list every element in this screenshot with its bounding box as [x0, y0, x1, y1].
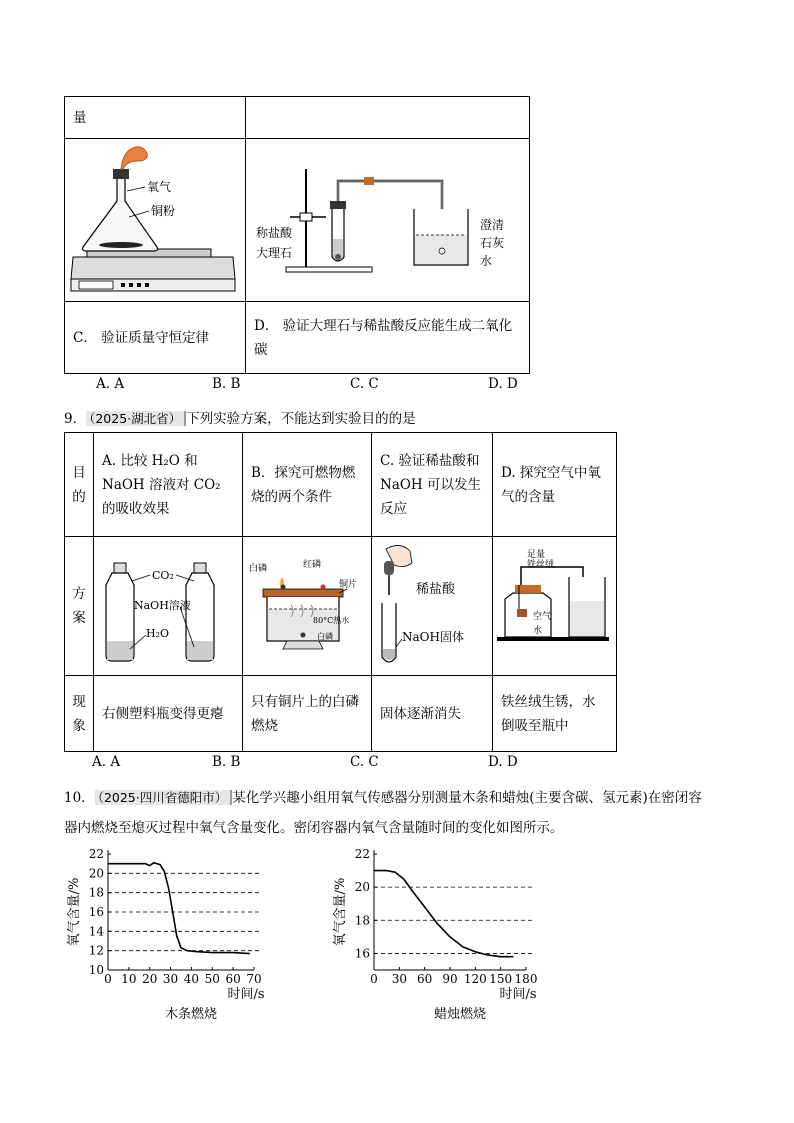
q8-option-b[interactable]: B. B	[212, 376, 241, 392]
q9-option-b[interactable]: B. B	[212, 754, 241, 770]
q8-cell-d	[246, 302, 530, 374]
q9-purpose-b-text: B．探究可燃物燃烧的两个条件	[251, 464, 356, 505]
series-line	[108, 863, 250, 954]
y-tick-label: 22	[354, 847, 370, 861]
y-axis-label: 氧气含量/%	[67, 877, 82, 947]
bottles-figure	[94, 537, 242, 671]
q9-phenomenon-b	[243, 676, 372, 752]
phosphorus-figure	[243, 537, 371, 671]
row-head-phenomenon	[65, 676, 94, 752]
label-co2: CO₂	[152, 569, 174, 582]
q9-phenomenon-d-text: 铁丝绒生锈，水倒吸至瓶中	[501, 693, 596, 734]
x-tick-label: 70	[246, 972, 262, 986]
label-lime-2: 石灰	[480, 236, 505, 250]
y-axis-label: 氧气含量/%	[333, 877, 348, 947]
q10-stem-text-1: 某化学兴趣小组用氧气传感器分别测量木条和蜡烛(主要含碳、氢元素)在密闭容	[232, 790, 702, 806]
q8-cell-c	[65, 302, 246, 374]
q9-purpose-a-text: A. 比较 H₂O 和 NaOH 溶液对 CO₂ 的吸收效果	[102, 452, 221, 517]
label-lime-3: 水	[480, 254, 493, 268]
label-hot-water: 80°C热水	[313, 616, 350, 625]
q9-purpose-b	[243, 433, 372, 537]
chart-wood	[60, 840, 300, 1025]
y-tick-label: 12	[88, 943, 104, 958]
q9-phenomenon-c	[372, 676, 493, 752]
y-tick-label: 10	[88, 963, 104, 977]
q9-scheme-c	[372, 537, 493, 676]
q9-scheme-b	[243, 537, 372, 676]
label-red-p: 红磷	[303, 560, 322, 570]
q9-purpose-a	[94, 433, 243, 537]
y-tick-label: 16	[354, 946, 370, 961]
q9-purpose-c	[372, 433, 493, 537]
label-naoh-solution: NaOH溶液	[134, 599, 191, 612]
q8-option-c-text: C． 验证质量守恒定律	[73, 329, 210, 346]
q9-option-d[interactable]: D. D	[488, 754, 518, 770]
label-white-p: 白磷	[249, 564, 268, 574]
q8-option-c[interactable]: C. C	[350, 376, 379, 392]
row-head-purpose	[65, 433, 94, 537]
row-head-scheme-text: 方案	[72, 586, 86, 626]
label-iron-wool: 铁丝绒	[527, 560, 555, 570]
label-naoh-solid: NaOH固体	[402, 630, 464, 644]
chart-candle	[330, 840, 550, 1025]
x-tick-label: 0	[104, 972, 112, 986]
q8-cell-top-left	[65, 97, 246, 139]
x-tick-label: 120	[463, 972, 487, 986]
q9-table	[64, 432, 617, 752]
y-tick-label: 16	[88, 905, 104, 919]
y-tick-label: 14	[88, 924, 104, 939]
label-dilute-acid: 稀盐酸	[416, 582, 456, 597]
label-copper: 铜粉	[151, 204, 176, 218]
x-tick-label: 60	[225, 972, 241, 986]
q10-source-tag: （2025·四川省德阳市）	[95, 790, 233, 805]
q9-phenomenon-d	[493, 676, 617, 752]
q9-purpose-d	[493, 433, 617, 537]
q8-top-left-text: 量	[73, 109, 87, 126]
q9-purpose-c-text: C. 验证稀盐酸和 NaOH 可以发生反应	[380, 452, 481, 517]
x-tick-label: 20	[142, 972, 158, 986]
row-head-phenomenon-text: 现象	[72, 693, 86, 734]
iron-wool-figure	[493, 537, 613, 671]
q9-stem	[64, 407, 416, 427]
q9-phenomenon-c-text: 固体逐渐消失	[380, 705, 461, 722]
q9-phenomenon-b-text: 只有铜片上的白磷燃烧	[251, 693, 359, 734]
marble-acid-figure	[246, 139, 529, 297]
y-tick-label: 20	[88, 866, 104, 881]
y-tick-label: 18	[88, 885, 104, 900]
row-head-scheme	[65, 537, 94, 676]
q8-figure-c-cell	[65, 139, 246, 302]
label-marble: 大理石	[256, 246, 293, 260]
x-tick-label: 150	[489, 972, 513, 986]
x-tick-label: 0	[370, 972, 378, 986]
q9-purpose-d-text: D. 探究空气中氧气的含量	[501, 464, 601, 505]
q8-table	[64, 96, 530, 374]
x-axis-label: 时间/s	[499, 987, 537, 1002]
q8-top-right-text	[246, 112, 529, 124]
chart-title: 木条燃烧	[164, 1007, 218, 1022]
series-line	[374, 871, 513, 957]
label-copper-sheet: 铜片	[339, 580, 358, 590]
q9-option-c[interactable]: C. C	[350, 754, 379, 770]
q9-stem-text: 下列实验方案，不能达到实验目的的是	[186, 411, 416, 427]
q9-scheme-d	[493, 537, 617, 676]
x-tick-label: 30	[162, 972, 179, 986]
label-enough: 足量	[527, 550, 546, 560]
x-tick-label: 30	[391, 972, 407, 986]
q8-option-d-text: D． 验证大理石与稀盐酸反应能生成二氧化碳	[254, 317, 513, 358]
q8-option-a[interactable]: A. A	[96, 376, 125, 392]
q9-option-a[interactable]: A. A	[92, 754, 121, 770]
q8-cell-top-right	[246, 97, 530, 139]
x-tick-label: 60	[417, 972, 433, 986]
q9-phenomenon-a	[94, 676, 243, 752]
q9-scheme-a	[94, 537, 243, 676]
label-lime-1: 澄清	[480, 218, 505, 232]
dropper-tube-figure	[372, 537, 492, 671]
q8-figure-d-cell	[246, 139, 530, 302]
q9-phenomenon-a-text: 右侧塑料瓶变得更瘪	[102, 705, 224, 722]
x-tick-label: 90	[442, 972, 458, 986]
q10-stem-line-2: 器内燃烧至熄灭过程中氧气含量变化。密闭容器内氧气含量随时间的变化如图所示。	[64, 820, 564, 836]
label-white-p-2: 白磷	[317, 632, 333, 641]
x-tick-label: 40	[183, 972, 200, 986]
label-air: 空气	[533, 612, 552, 622]
q10-stem-line-1	[64, 786, 702, 806]
label-oxygen: 氧气	[147, 180, 172, 194]
x-tick-label: 180	[514, 972, 538, 986]
y-tick-label: 22	[88, 847, 104, 861]
y-tick-label: 20	[354, 880, 370, 895]
balance-flask-figure	[65, 139, 245, 297]
label-h2o: H₂O	[146, 627, 170, 640]
q10-number: 10．	[64, 790, 95, 806]
label-water: 水	[533, 626, 543, 636]
x-axis-label: 时间/s	[227, 987, 265, 1002]
label-acid: 称盐酸	[256, 226, 293, 240]
x-tick-label: 50	[204, 972, 220, 986]
chart-title: 蜡烛燃烧	[433, 1007, 487, 1022]
y-tick-label: 18	[354, 913, 370, 928]
x-tick-label: 10	[121, 972, 137, 986]
q9-number: 9．	[64, 411, 87, 427]
row-head-purpose-text: 目的	[72, 464, 86, 505]
q8-option-d[interactable]: D. D	[488, 376, 518, 392]
q9-source-tag: （2025·湖北省）	[86, 411, 186, 426]
